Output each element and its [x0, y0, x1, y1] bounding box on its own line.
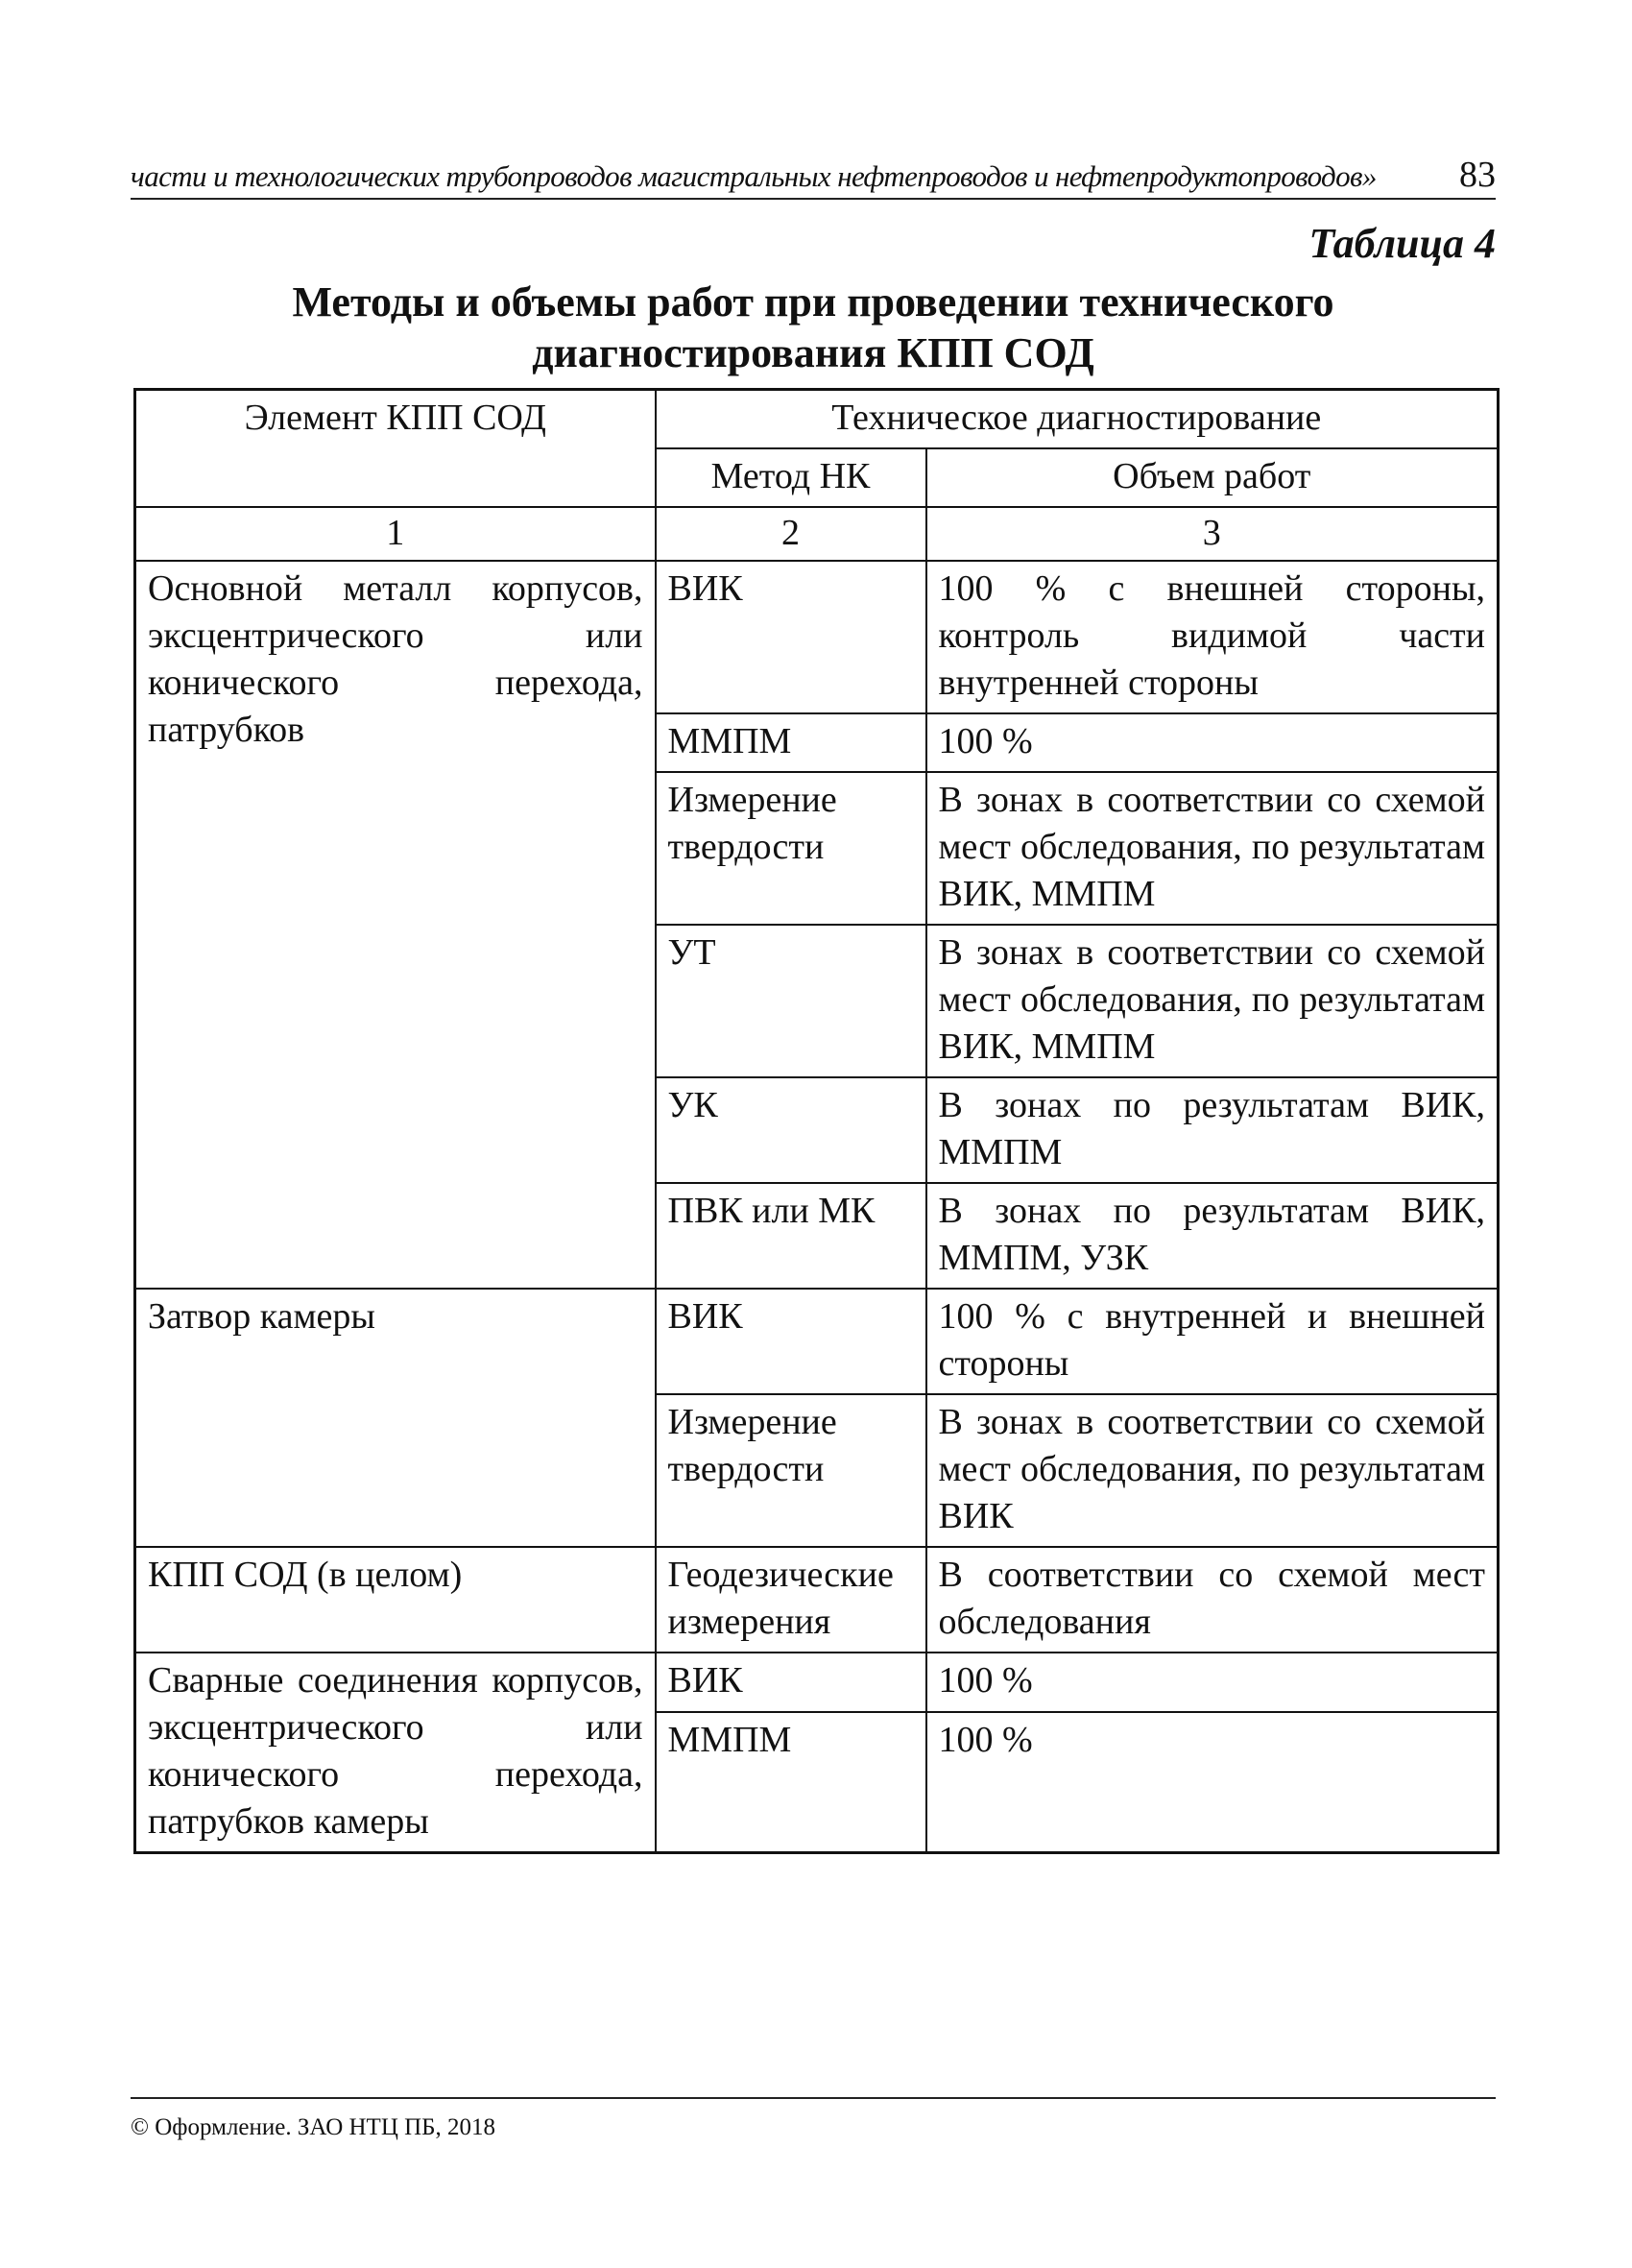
method-cell: Геодезические измерения [656, 1547, 926, 1653]
method-cell: УК [656, 1077, 926, 1183]
col-header-element: Элемент КПП СОД [135, 390, 656, 508]
volume-cell: 100 % с внутренней и внешней стороны [926, 1289, 1499, 1394]
col-header-method: Метод НК [656, 448, 926, 507]
method-cell: ПВК или МК [656, 1183, 926, 1289]
volume-cell: В зонах в соответствии со схемой мест обследования, по результатам ВИК, ММПМ [926, 772, 1499, 925]
volume-cell: 100 % с внешней стороны, контроль видимой части внутренней стороны [926, 561, 1499, 713]
col-header-volume: Объем работ [926, 448, 1499, 507]
volume-cell: 100 % [926, 1653, 1499, 1712]
volume-cell: В зонах в соответствии со схемой мест обследования, по результатам ВИК [926, 1394, 1499, 1547]
method-cell: ММПМ [656, 1712, 926, 1853]
column-number: 2 [656, 507, 926, 561]
header-row [135, 390, 1499, 449]
table-label: Таблица 4 [1308, 220, 1496, 267]
volume-cell: В зонах по результатам ВИК, ММПМ, УЗК [926, 1183, 1499, 1289]
method-cell: УТ [656, 925, 926, 1077]
diagnostics-table [133, 388, 1500, 1854]
method-cell: Измерение твердости [656, 772, 926, 925]
volume-cell: В зонах по результатам ВИК, ММПМ [926, 1077, 1499, 1183]
col-header-group: Техническое диагностирование [656, 390, 1499, 449]
element-cell: Затвор камеры [135, 1289, 656, 1547]
element-cell: Основной металл корпусов, эксцентрического или конического перехода, патрубков [135, 561, 656, 1289]
method-cell: ММПМ [656, 713, 926, 772]
method-cell: ВИК [656, 1653, 926, 1712]
table-title-line-2: диагностирования КПП СОД [532, 329, 1094, 376]
column-number: 3 [926, 507, 1499, 561]
element-cell: Сварные соединения корпусов, эксцентрического или конического перехода, патрубков камеры [135, 1653, 656, 1853]
element-cell: КПП СОД (в целом) [135, 1547, 656, 1653]
running-header [131, 154, 1496, 200]
table-row [135, 1289, 1499, 1394]
column-number: 1 [135, 507, 656, 561]
volume-cell: 100 % [926, 713, 1499, 772]
table-row [135, 561, 1499, 713]
running-title: части и технологических трубопроводов магистральных нефтепроводов и нефтепродуктопроводов» [131, 159, 1377, 193]
method-cell: Измерение твердости [656, 1394, 926, 1547]
table-row [135, 1547, 1499, 1653]
method-cell: ВИК [656, 561, 926, 713]
table-title-line-1: Методы и объемы работ при проведении технического [292, 278, 1334, 326]
volume-cell: В соответствии со схемой мест обследования [926, 1547, 1499, 1653]
page-number: 83 [1459, 155, 1496, 195]
footer-copyright: © Оформление. ЗАО НТЦ ПБ, 2018 [131, 2097, 1496, 2141]
table-row [135, 1653, 1499, 1712]
method-cell: ВИК [656, 1289, 926, 1394]
table-title [131, 277, 1496, 378]
volume-cell: В зонах в соответствии со схемой мест обследования, по результатам ВИК, ММПМ [926, 925, 1499, 1077]
volume-cell: 100 % [926, 1712, 1499, 1853]
column-number-row [135, 507, 1499, 561]
